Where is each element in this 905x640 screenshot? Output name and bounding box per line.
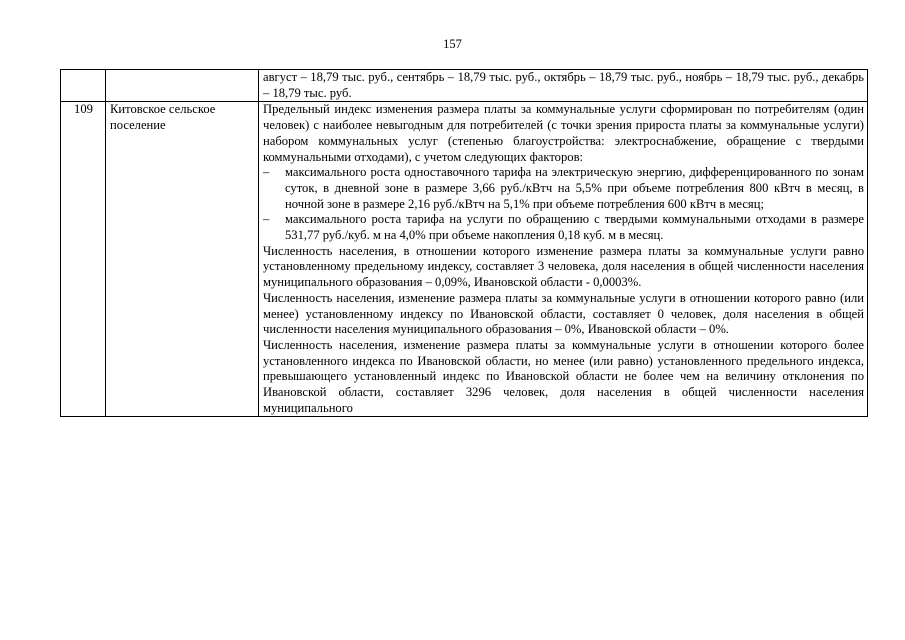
intro-paragraph: Предельный индекс изменения размера платы за коммунальные услуги сформирован по потребителям (один человек) с наиболее невыгодным для потребителей (с точки зрения прироста платы за коммунальные услуги) набором коммунальных услуг (степенью благоустройства: электроснабжение, обращение с твердыми коммунальными отходами), с учетом следующих факторов: [263, 102, 864, 164]
continued-paragraph: август – 18,79 тыс. руб., сентябрь – 18,79 тыс. руб., октябрь – 18,79 тыс. руб., ноябрь – 18,79 тыс. руб., декабрь – 18,79 тыс. руб. [263, 70, 864, 100]
table-row [61, 102, 868, 417]
population-above-paragraph: Численность населения, изменение размера платы за коммунальные услуги в отношении которого более установленного индекса по Ивановской области, но менее (или равно) установленного предельного индекса, превышающего установленный индекс по Ивановской области не более чем на величину отклонения по Ивановской области, составляет 3296 человек, доля населения в общей численности населения муниципального [263, 337, 864, 415]
population-below-paragraph: Численность населения, изменение размера платы за коммунальные услуги в отношении которого равно (или менее) установленному индексу по Ивановской области, составляет 0 человек, доля населения в общей численности населения муниципального образования – 0%, Ивановской области – 0%. [263, 290, 864, 337]
description-cell [259, 102, 868, 417]
municipality-name-cell [106, 70, 259, 102]
list-item [263, 165, 864, 212]
row-number-cell: 109 [61, 102, 106, 417]
dash-marker: – [263, 165, 270, 180]
dash-marker: – [263, 212, 270, 227]
list-item-text: максимального роста тарифа на услуги по обращению с твердыми коммунальными отходами в размере 531,77 руб./куб. м на 4,0% при объеме накопления 0,18 куб. м в месяц. [285, 212, 864, 243]
page-number: 157 [443, 37, 462, 51]
population-equal-paragraph: Численность населения, в отношении которого изменение размера платы за коммунальные услуги равно установленному предельному индексу, составляет 3 человека, доля населения в общей численности населения муниципального образования – 0,09%, Ивановской области - 0,0003%. [263, 243, 864, 290]
document-table [60, 69, 868, 417]
list-item-text: максимального роста одноставочного тарифа на электрическую энергию, дифференцированного по зонам суток, в дневной зоне в размере 3,66 руб./кВтч на 5,5% при объеме потребления 800 кВтч в месяц, в ночной зоне в размере 2,16 руб./кВтч на 5,1% при объеме потребления 600 кВтч в месяц; [285, 165, 864, 211]
row-number-cell [61, 70, 106, 102]
list-item [263, 212, 864, 243]
table-row [61, 70, 868, 102]
municipality-name-cell: Китовское сельское поселение [106, 102, 259, 417]
description-cell [259, 70, 868, 102]
